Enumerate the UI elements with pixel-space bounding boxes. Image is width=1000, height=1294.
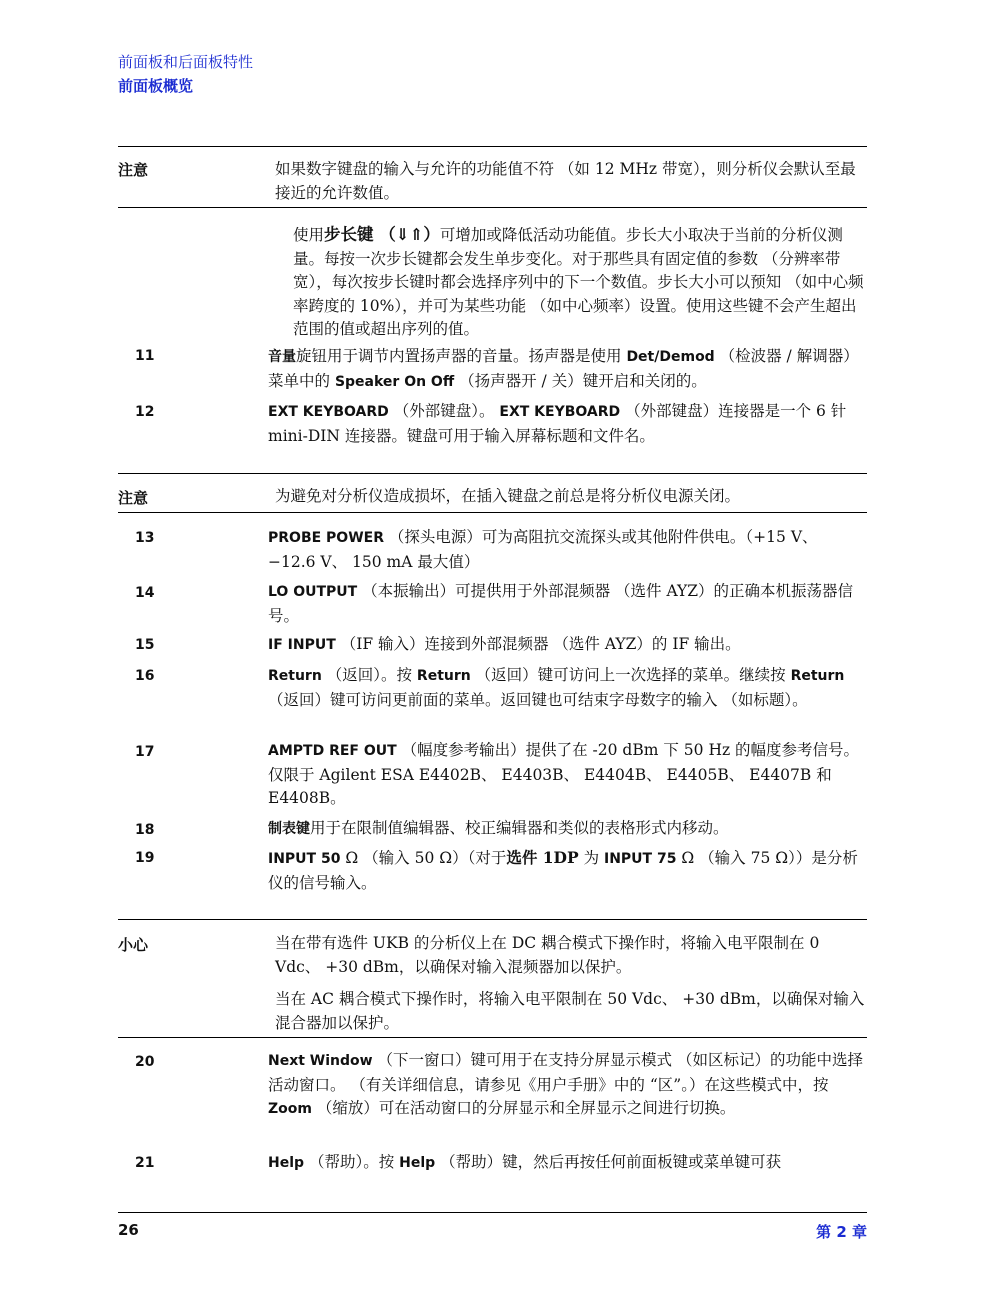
text-run: （幅度参考输出）提供了在 -20 dBm 下 50 Hz 的幅度参考信号。仅限于 Agilent ESA E4402B、 E4403B、 E4404B、 E4405B、 E4407B 和 E4408B。 (268, 741, 860, 807)
key-label: 制表键 (268, 821, 310, 837)
key-label: Speaker On Off (334, 373, 455, 390)
item-13-text (268, 526, 868, 574)
text-run: 旋钮用于调节内置扬声器的音量。扬声器是使用 (296, 347, 627, 365)
key-label: AMPTD REF OUT (268, 743, 397, 759)
key-label: EXT KEYBOARD (268, 404, 389, 420)
subsection-title: 前面板概览 (118, 77, 194, 95)
item-number: 13 (135, 530, 155, 546)
text-run: （探头电源）可为高阻抗交流探头或其他附件供电。（+15 V、 −12.6 V、 150 mA 最大值） (268, 528, 818, 571)
item-21-text (268, 1151, 868, 1176)
item-number: 14 (135, 585, 155, 601)
note-text: 如果数字键盘的输入与允许的功能值不符 （如 12 MHz 带宽），则分析仪会默认至最接近的允许数值。 (275, 160, 856, 202)
text-run: Ω （输入 75 Ω））是分析仪的信号输入。 (268, 849, 858, 892)
para-text: 使用 (293, 226, 325, 244)
text-run: （扬声器开 / 关）键开启和关闭的。 (454, 371, 707, 390)
item-number: 18 (135, 822, 155, 838)
key-label: 音量 (268, 349, 296, 365)
item-19-text (268, 846, 868, 895)
note-label: 注意 (118, 489, 149, 507)
item-number: 17 (135, 744, 155, 760)
caution-text-2: 当在 AC 耦合模式下操作时，将输入电平限制在 50 Vdc、 +30 dBm，以确保对输入混合器加以保护。 (275, 990, 865, 1032)
item-number: 16 (135, 668, 155, 684)
text-run: Ω （输入 50 Ω）（对于 (340, 849, 507, 867)
key-label: Help (268, 1155, 305, 1171)
bold-text: 选件 1DP (506, 848, 579, 867)
note-text: 为避免对分析仪造成损坏，在插入键盘之前总是将分析仪电源关闭。 (275, 487, 741, 505)
item-number: 11 (135, 348, 155, 364)
item-20-text (268, 1049, 868, 1122)
text-run: （本振输出）可提供用于外部混频器 （选件 AYZ）的正确本机振荡器信号。 (268, 582, 854, 625)
key-label: Return (268, 668, 322, 684)
section-title: 前面板和后面板特性 (118, 53, 254, 71)
text-run: （返回）键可访问更前面的菜单。返回键也可结束字母数字的输入 （如标题）。 (268, 690, 808, 709)
caution-label: 小心 (118, 936, 149, 954)
divider (118, 207, 867, 208)
key-label: PROBE POWER (268, 530, 384, 546)
text-run: （检波器 / 解调器）菜单中的 (268, 347, 859, 390)
footer-divider (118, 1212, 867, 1213)
key-label: Next Window (268, 1053, 373, 1069)
text-run: （外部键盘）。 (388, 402, 500, 420)
text-run: （缩放）可在活动窗口的分屏显示和全屏显示之间进行切换。 (311, 1099, 736, 1117)
text-run: （IF 输入）连接到外部混频器 （选件 AYZ）的 IF 输出。 (335, 635, 741, 653)
item-number: 12 (135, 404, 155, 420)
text-run: （帮助）。按 (304, 1153, 400, 1171)
caution-text-1: 当在带有选件 UKB 的分析仪上在 DC 耦合模式下操作时，将输入电平限制在 0 Vdc、 +30 dBm，以确保对输入混频器加以保护。 (275, 934, 820, 976)
para-text: 可增加或降低活动功能值。步长大小取决于当前的分析仪测量。每按一次步长键都会发生单步变化。对于那些具有固定值的参数 （分辨率带宽），每次按步长键时都会选择序列中的下一个数值。步长大小可以预知 （如中心频率跨度的 10%），并可为某些功能 （如中心频率）设置。使用这些键不会产生超出范围的值或超出序列的值。 (293, 226, 864, 338)
key-label: EXT KEYBOARD (499, 404, 621, 420)
divider (118, 919, 867, 920)
key-label: Help (399, 1155, 436, 1171)
text-run: 为 (578, 849, 604, 867)
page-number: 26 (118, 1221, 139, 1239)
chapter-label: 第 2 章 (816, 1223, 867, 1241)
key-label: Return (416, 668, 471, 684)
note-label: 注意 (118, 161, 149, 179)
step-key-label: 步长键 （⇓⇑） (324, 225, 440, 244)
item-17-text (268, 739, 868, 811)
key-label: IF INPUT (268, 637, 336, 653)
item-number: 15 (135, 637, 155, 653)
key-label: Return (790, 668, 845, 684)
step-keys-paragraph (293, 223, 868, 342)
key-label: INPUT 50 (268, 851, 341, 867)
item-11-text (268, 345, 868, 394)
item-12-text (268, 400, 868, 448)
item-15-text (268, 633, 868, 658)
divider (118, 512, 867, 513)
item-number: 20 (135, 1054, 155, 1070)
key-label: Det/Demod (626, 349, 715, 365)
divider (118, 1037, 867, 1038)
text-run: （帮助）键，然后再按任何前面板键或菜单键可获 (435, 1153, 782, 1171)
divider (118, 146, 867, 147)
item-14-text (268, 580, 868, 628)
text-run: 用于在限制值编辑器、校正编辑器和类似的表格形式内移动。 (310, 819, 729, 837)
divider (118, 473, 867, 474)
text-run: （下一窗口）键可用于在支持分屏显示模式 （如区标记）的功能中选择活动窗口。 （有关详细信息，请参见《用户手册》中的 “区”。）在这些模式中，按 (268, 1051, 863, 1094)
text-run: （返回）。按 (321, 666, 417, 684)
key-label: Zoom (268, 1101, 312, 1117)
key-label: INPUT 75 (604, 851, 677, 867)
text-run: （外部键盘）连接器是一个 6 针 mini-DIN 连接器。键盘可用于输入屏幕标题和文件名。 (268, 402, 847, 445)
item-number: 21 (135, 1155, 155, 1171)
item-18-text (268, 817, 868, 842)
item-number: 19 (135, 850, 155, 866)
text-run: （返回）键可访问上一次选择的菜单。继续按 (470, 666, 791, 684)
key-label: LO OUTPUT (268, 584, 358, 600)
item-16-text (268, 664, 868, 712)
